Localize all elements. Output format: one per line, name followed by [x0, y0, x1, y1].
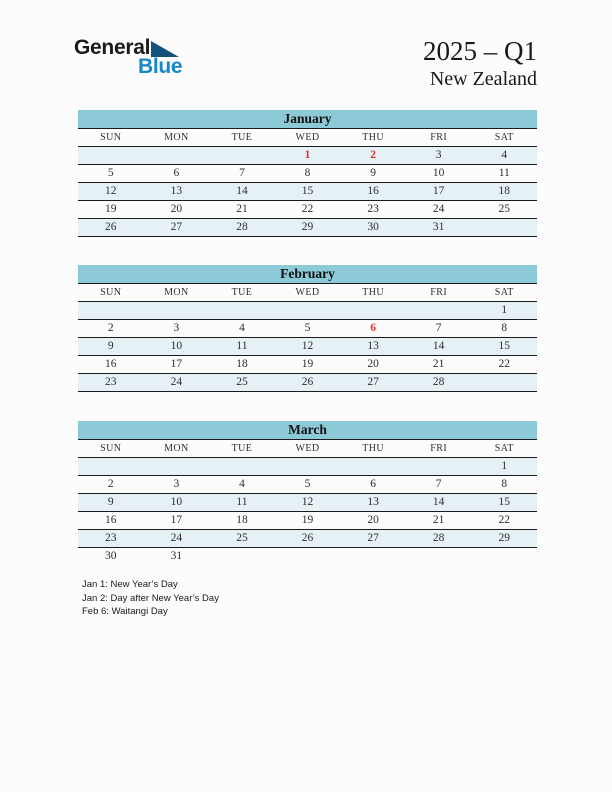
- holiday-footnotes: [82, 578, 219, 619]
- weekday-header: TUE: [231, 443, 253, 454]
- day-cell: 29: [301, 221, 314, 233]
- weekday-header: SUN: [100, 287, 122, 298]
- week-row: [78, 302, 537, 320]
- empty-day-cell: [340, 458, 406, 475]
- week-row: [78, 530, 537, 548]
- day-cell: 12: [301, 340, 314, 352]
- day-cell: 1: [501, 304, 508, 316]
- day-cell: 15: [301, 185, 314, 197]
- weekday-header: SAT: [494, 287, 514, 298]
- page-title: 2025 – Q1: [423, 36, 537, 66]
- day-cell: 14: [432, 340, 445, 352]
- day-cell: 23: [105, 532, 117, 544]
- day-cell: 14: [236, 185, 248, 197]
- week-row: [78, 183, 537, 201]
- day-cell: 19: [301, 358, 314, 370]
- weekday-header: SUN: [100, 443, 122, 454]
- weekday-header: WED: [295, 443, 320, 454]
- week-row: [78, 320, 537, 338]
- day-cell: 20: [170, 203, 183, 215]
- day-cell: 19: [105, 203, 117, 215]
- day-cell: 23: [367, 203, 379, 215]
- month-march: [78, 421, 537, 566]
- empty-day-cell: [209, 548, 275, 566]
- day-cell: 27: [367, 532, 379, 544]
- day-cell: 28: [236, 221, 248, 233]
- day-cell: 2: [107, 478, 114, 490]
- day-cell: 8: [501, 322, 508, 334]
- day-cell: 18: [236, 514, 248, 526]
- day-cell: 3: [173, 478, 180, 490]
- weekday-header: SUN: [100, 132, 122, 143]
- week-row: [78, 165, 537, 183]
- day-cell: 28: [432, 532, 445, 544]
- weekday-header: WED: [295, 132, 320, 143]
- day-cell: 15: [498, 340, 510, 352]
- week-row: [78, 476, 537, 494]
- day-cell: 26: [301, 376, 314, 388]
- day-cell: 9: [107, 340, 114, 352]
- day-cell: 31: [170, 550, 183, 562]
- weekday-header: MON: [164, 287, 189, 298]
- day-cell: 13: [367, 340, 379, 352]
- day-cell: 22: [301, 203, 314, 215]
- weekday-header: THU: [362, 287, 384, 298]
- day-cell: 10: [432, 167, 445, 179]
- day-cell: 9: [370, 167, 376, 179]
- weekday-header: SAT: [494, 443, 514, 454]
- day-cell: 5: [304, 478, 311, 490]
- day-cell: 28: [432, 376, 445, 388]
- weekday-header: SAT: [494, 132, 514, 143]
- month-title: March: [78, 421, 537, 440]
- weekday-header-row: [78, 440, 537, 458]
- day-cell: 8: [304, 167, 311, 179]
- day-cell: 12: [301, 496, 314, 508]
- day-cell: 31: [432, 221, 445, 233]
- empty-day-cell: [406, 458, 472, 475]
- weekday-header: FRI: [430, 443, 448, 454]
- day-cell: 12: [105, 185, 117, 197]
- day-cell: 3: [435, 149, 442, 161]
- weekday-header: FRI: [430, 132, 448, 143]
- weekday-header: TUE: [231, 287, 253, 298]
- weekday-header: MON: [164, 132, 189, 143]
- day-cell: 19: [301, 514, 314, 526]
- day-cell: 25: [236, 376, 248, 388]
- day-cell: 21: [432, 514, 445, 526]
- day-cell: 7: [435, 322, 442, 334]
- week-row: [78, 548, 537, 566]
- week-row: [78, 458, 537, 476]
- logo-text-general: General: [74, 36, 151, 59]
- day-cell: 20: [367, 514, 379, 526]
- week-row: [78, 356, 537, 374]
- weekday-header: THU: [362, 443, 384, 454]
- day-cell: 15: [498, 496, 510, 508]
- day-cell: 22: [498, 358, 510, 370]
- day-cell: 11: [236, 496, 248, 508]
- day-cell: 9: [107, 496, 114, 508]
- month-february: [78, 265, 537, 392]
- day-cell: 2: [370, 149, 376, 161]
- empty-day-cell: [471, 374, 537, 391]
- week-row: [78, 374, 537, 392]
- day-cell: 17: [432, 185, 445, 197]
- week-row: [78, 219, 537, 237]
- month-title: January: [78, 110, 537, 129]
- day-cell: 29: [498, 532, 510, 544]
- empty-day-cell: [275, 302, 341, 319]
- day-cell: 25: [498, 203, 510, 215]
- weekday-header: MON: [164, 443, 189, 454]
- day-cell: 27: [367, 376, 379, 388]
- day-cell: 30: [367, 221, 379, 233]
- day-cell: 23: [105, 376, 117, 388]
- day-cell: 13: [367, 496, 379, 508]
- day-cell: 14: [432, 496, 445, 508]
- weekday-header: THU: [362, 132, 384, 143]
- week-row: [78, 338, 537, 356]
- day-cell: 16: [367, 185, 379, 197]
- day-cell: 22: [498, 514, 510, 526]
- empty-day-cell: [471, 219, 537, 236]
- month-title: February: [78, 265, 537, 284]
- day-cell: 18: [236, 358, 248, 370]
- day-cell: 26: [301, 532, 314, 544]
- day-cell: 7: [239, 167, 245, 179]
- day-cell: 16: [105, 514, 117, 526]
- day-cell: 17: [170, 514, 183, 526]
- day-cell: 6: [173, 167, 180, 179]
- day-cell: 18: [498, 185, 510, 197]
- empty-day-cell: [209, 302, 275, 319]
- day-cell: 6: [370, 322, 376, 334]
- weekday-header: FRI: [430, 287, 448, 298]
- empty-day-cell: [78, 147, 144, 164]
- footnote-jan-2: Jan 2: Day after New Year’s Day: [82, 592, 219, 604]
- day-cell: 6: [370, 478, 376, 490]
- day-cell: 27: [170, 221, 183, 233]
- month-january: [78, 110, 537, 237]
- empty-day-cell: [275, 548, 341, 566]
- empty-day-cell: [209, 458, 275, 475]
- logo-text-blue: Blue: [138, 55, 183, 78]
- empty-day-cell: [78, 302, 144, 319]
- empty-day-cell: [144, 302, 210, 319]
- day-cell: 21: [236, 203, 248, 215]
- empty-day-cell: [78, 458, 144, 475]
- empty-day-cell: [275, 458, 341, 475]
- day-cell: 10: [170, 496, 183, 508]
- week-row: [78, 494, 537, 512]
- day-cell: 25: [236, 532, 248, 544]
- day-cell: 24: [432, 203, 445, 215]
- day-cell: 4: [239, 478, 245, 490]
- footnote-jan-1: Jan 1: New Year’s Day: [82, 579, 178, 590]
- week-row: [78, 147, 537, 165]
- empty-day-cell: [144, 147, 210, 164]
- day-cell: 21: [432, 358, 445, 370]
- day-cell: 11: [236, 340, 248, 352]
- day-cell: 10: [170, 340, 183, 352]
- day-cell: 24: [170, 376, 183, 388]
- day-cell: 13: [170, 185, 183, 197]
- day-cell: 5: [304, 322, 311, 334]
- week-row: [78, 201, 537, 219]
- weekday-header-row: [78, 129, 537, 147]
- day-cell: 17: [170, 358, 183, 370]
- weekday-header: WED: [295, 287, 320, 298]
- day-cell: 2: [107, 322, 114, 334]
- day-cell: 16: [105, 358, 117, 370]
- day-cell: 7: [435, 478, 442, 490]
- day-cell: 4: [239, 322, 245, 334]
- day-cell: 11: [498, 167, 510, 179]
- day-cell: 1: [304, 149, 311, 161]
- day-cell: 5: [107, 167, 114, 179]
- footnote-feb-6: Feb 6: Waitangi Day: [82, 606, 168, 617]
- empty-day-cell: [209, 147, 275, 164]
- day-cell: 20: [367, 358, 379, 370]
- general-blue-logo: [74, 36, 204, 84]
- empty-day-cell: [406, 302, 472, 319]
- empty-day-cell: [340, 302, 406, 319]
- day-cell: 3: [173, 322, 180, 334]
- empty-day-cell: [144, 458, 210, 475]
- week-row: [78, 512, 537, 530]
- day-cell: 1: [501, 460, 508, 472]
- day-cell: 26: [105, 221, 117, 233]
- day-cell: 8: [501, 478, 508, 490]
- empty-day-cell: [406, 548, 472, 566]
- day-cell: 30: [105, 550, 117, 562]
- weekday-header: TUE: [231, 132, 253, 143]
- day-cell: 4: [501, 149, 508, 161]
- page-subtitle: New Zealand: [429, 68, 537, 90]
- empty-day-cell: [340, 548, 406, 566]
- day-cell: 24: [170, 532, 183, 544]
- weekday-header-row: [78, 284, 537, 302]
- page-title-block: [423, 36, 537, 92]
- empty-day-cell: [471, 548, 537, 566]
